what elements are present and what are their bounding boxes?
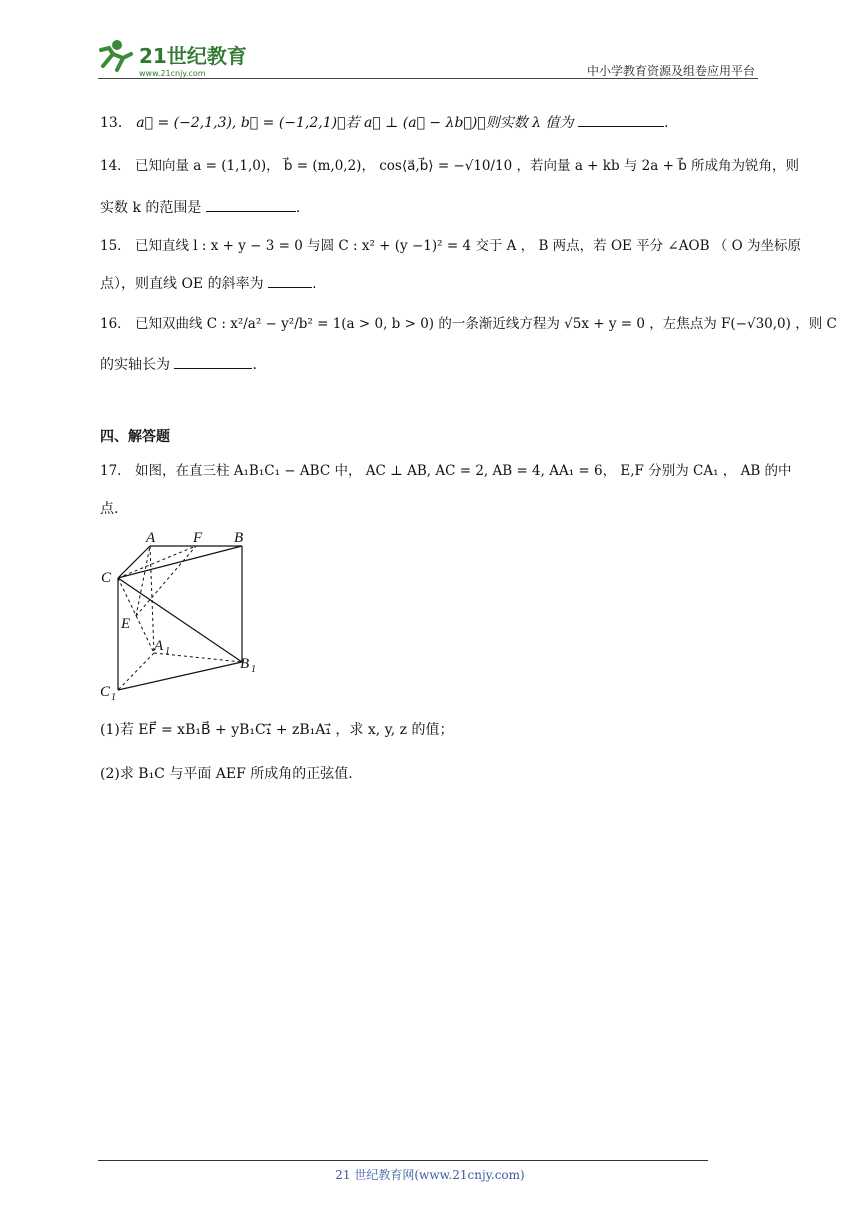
period: . <box>252 357 257 373</box>
label-C: C <box>101 570 112 586</box>
answer-blank[interactable] <box>268 273 312 288</box>
period: . <box>295 200 301 216</box>
question-text: 实数 k 的范围是 <box>100 200 202 216</box>
question-number: 17． <box>100 463 131 479</box>
answer-blank[interactable] <box>578 112 664 127</box>
site-logo <box>95 36 255 80</box>
header-platform-text: 中小学教育资源及组卷应用平台 <box>586 64 755 78</box>
period: . <box>312 276 317 292</box>
label-A1: A <box>154 638 164 654</box>
logo-text: 21世纪教育 <box>139 44 247 68</box>
question-text: 已知直线 l : x + y − 3 = 0 与圆 C : x² + (y −1)² = 4 交于 A ， B 两点，若 OE 平分 ∠AOB （ O 为坐标原 <box>134 238 801 254</box>
logo-url: www.21cnjy.com <box>139 69 206 78</box>
label-E: E <box>121 616 131 632</box>
answer-blank[interactable] <box>174 354 252 369</box>
label-A1-sub: 1 <box>165 646 170 657</box>
label-C1: C <box>100 684 111 700</box>
logo-runner-icon <box>95 36 255 80</box>
footer-text: 21 世纪教育网(www.21cnjy.com) <box>335 1168 525 1182</box>
period: . <box>663 115 669 131</box>
question-14-line2 <box>100 197 300 218</box>
question-14-line1 <box>100 156 799 176</box>
question-16-line1 <box>100 314 837 334</box>
label-B: B <box>234 530 244 546</box>
answer-blank[interactable] <box>206 197 296 212</box>
question-17-line2: 点. <box>100 501 119 517</box>
label-F: F <box>193 530 203 546</box>
prism-diagram <box>96 528 266 706</box>
footer-divider <box>98 1160 708 1161</box>
question-text: 已知双曲线 C : x²/a² − y²/b² = 1(a > 0, b > 0) 的一条渐近线方程为 √5x + y = 0 ，左焦点为 F(−√30,0) ，则 C <box>134 316 837 332</box>
question-text: 的实轴长为 <box>100 357 170 373</box>
question-17-part1: (1)若 EF⃗ = xB₁B⃗ + yB₁C₁⃗ + zB₁A₁⃗ ，求 x, y, z 的值； <box>100 722 454 738</box>
question-13 <box>100 112 668 133</box>
header-divider <box>98 78 758 79</box>
section-title: 四、解答题 <box>100 429 170 445</box>
question-text: 如图，在直三柱 A₁B₁C₁ − ABC 中， AC ⊥ AB, AC = 2, AB = 4, AA₁ = 6， E,F 分别为 CA₁ ， AB 的中 <box>134 463 792 479</box>
label-B1: B <box>240 656 250 672</box>
question-15-line2 <box>100 273 317 294</box>
question-text: 已知向量 a = (1,1,0)， b⃗ = (m,0,2)， cos⟨a⃗,b⃗⟩ = −√10/10 ，若向量 a + kb 与 2a + b⃗ 所成角为锐角，则 <box>134 158 800 174</box>
question-15-line1 <box>100 236 801 256</box>
question-text: a⃗ = (−2,1,3), b⃗ = (−1,2,1)，若 a⃗ ⊥ (a⃗ − λb⃗)，则实数 λ 值为 <box>136 115 574 131</box>
question-17-part2: (2)求 B₁C 与平面 AEF 所成角的正弦值. <box>100 766 353 782</box>
label-A: A <box>146 530 156 546</box>
question-number: 14． <box>100 158 131 174</box>
question-16-line2 <box>100 354 257 375</box>
label-B1-sub: 1 <box>251 664 256 675</box>
question-number: 15． <box>100 238 131 254</box>
question-text: 点），则直线 OE 的斜率为 <box>100 276 264 292</box>
question-number: 16． <box>100 316 131 332</box>
prism-figure <box>96 528 266 706</box>
question-17-line1 <box>100 461 792 481</box>
label-C1-sub: 1 <box>111 692 116 703</box>
question-number: 13． <box>100 115 132 131</box>
